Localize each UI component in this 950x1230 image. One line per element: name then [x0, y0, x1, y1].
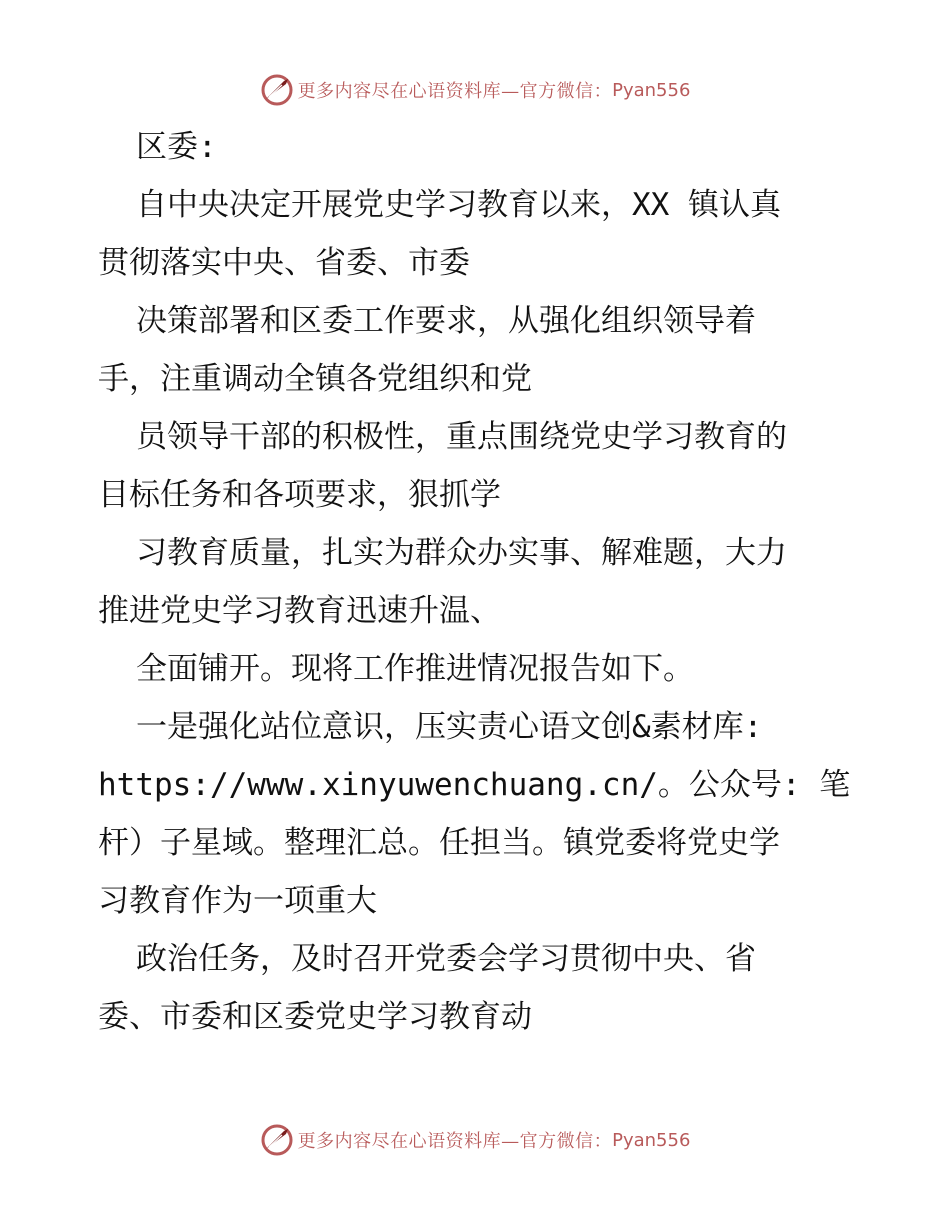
banner-text: 更多内容尽在心语资料库—官方微信： [297, 81, 613, 102]
quill-logo-icon [260, 1123, 294, 1157]
body-text [98, 118, 868, 1046]
text-line: 推进党史学习教育迅速升温、 [98, 593, 501, 629]
text-line: 目标任务和各项要求，狠抓学 [98, 477, 501, 513]
banner-wechat-id: Pyan556 [612, 79, 691, 101]
text-line: https://www.xinyuwenchuang.cn/。公众号: 笔 [98, 767, 851, 803]
text-line: 贯彻落实中央、省委、市委 [98, 245, 470, 281]
text-line: 一是强化站位意识，压实责心语文创&素材库: [136, 709, 763, 745]
footer-banner [0, 1120, 950, 1160]
text-line: 习教育作为一项重大 [98, 883, 377, 919]
text-line: 员领导干部的积极性，重点围绕党史学习教育的 [136, 419, 787, 455]
header-banner [0, 70, 950, 110]
banner-wechat-id: Pyan556 [612, 1129, 691, 1151]
banner-text: 更多内容尽在心语资料库—官方微信： [297, 1131, 613, 1152]
text-line: 自中央决定开展党史学习教育以来，XX 镇认真 [136, 187, 781, 223]
text-line: 全面铺开。现将工作推进情况报告如下。 [136, 651, 694, 687]
text-line: 区委: [136, 129, 217, 165]
text-line: 决策部署和区委工作要求，从强化组织领导着 [136, 303, 756, 339]
text-line: 手，注重调动全镇各党组织和党 [98, 361, 532, 397]
text-line: 委、市委和区委党史学习教育动 [98, 999, 532, 1035]
quill-logo-icon [260, 73, 294, 107]
text-line: 政治任务，及时召开党委会学习贯彻中央、省 [136, 941, 756, 977]
text-line: 习教育质量，扎实为群众办实事、解难题，大力 [136, 535, 787, 571]
text-line: 杆）子星域。整理汇总。任担当。镇党委将党史学 [98, 825, 780, 861]
